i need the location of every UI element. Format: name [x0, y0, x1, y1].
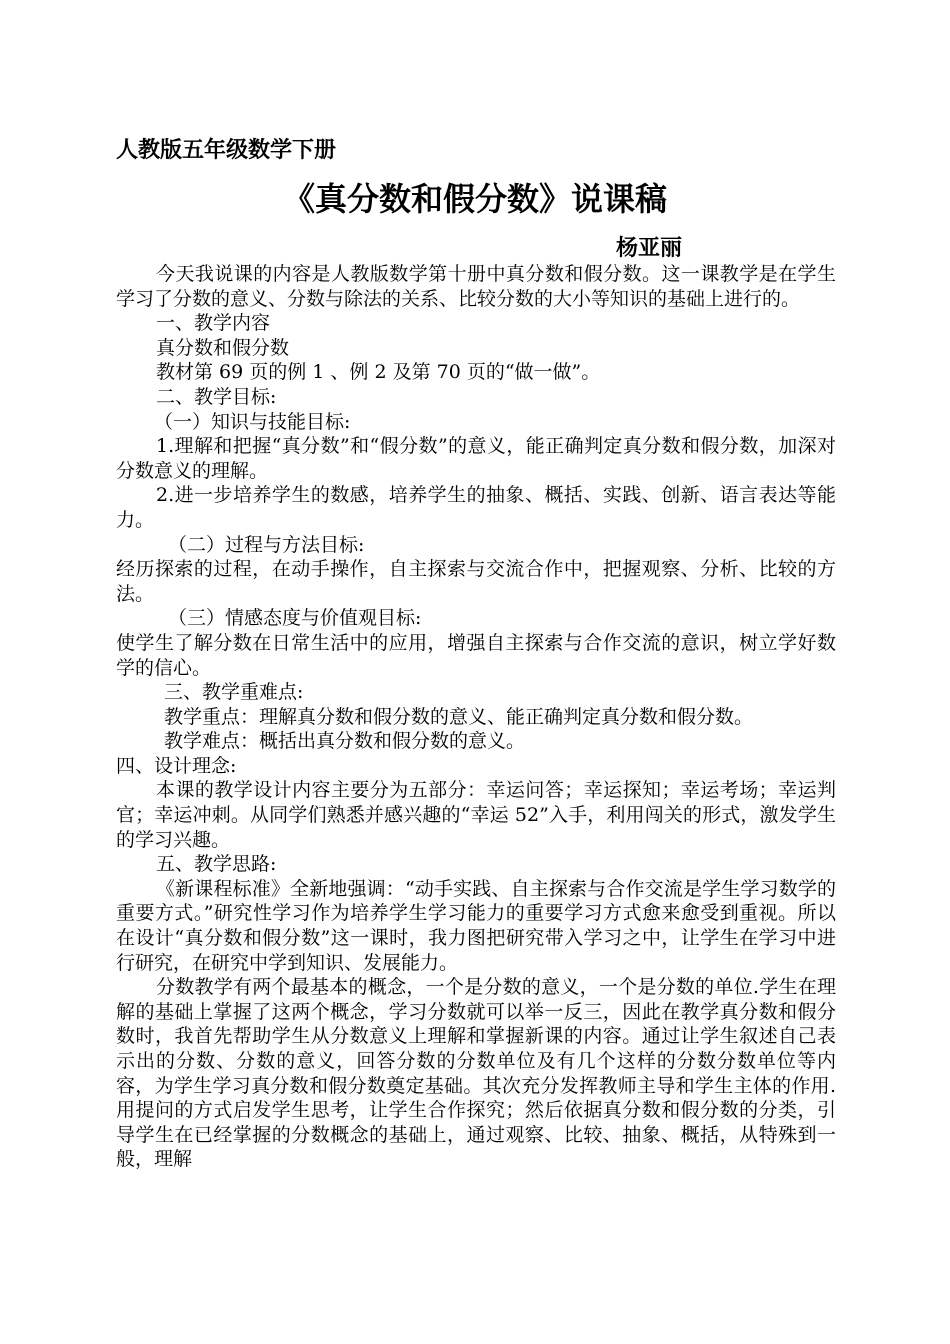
- content-topic: 真分数和假分数: [156, 336, 290, 359]
- intro-paragraph: 今天我说课的内容是人教版数学第十册中真分数和假分数。这一课教学是在学生学习了分数的意义、分数与除法的关系、比较分数的大小等知识的基础上进行的。: [116, 263, 836, 310]
- section-heading-design: 四、设计理念:: [116, 754, 237, 777]
- goal-item-2: 2.进一步培养学生的数感，培养学生的抽象、概括、实践、创新、语言表达等能力。: [116, 484, 836, 531]
- approach-paragraph-1: 《新课程标准》全新地强调：“动手实践、自主探索与合作交流是学生学习数学的重要方式。”研究性学习作为培养学生学习能力的重要学习方式愈来愈受到重视。所以在设计“真分数和假分数”这一课时，我力图把研究带入学习之中，让学生在学习中进行研究，在研究中学到知识、发展能力。: [116, 877, 836, 974]
- document-title: 《真分数和假分数》说课稿: [282, 180, 667, 218]
- section-heading-key-points: 三、教学重难点:: [164, 681, 304, 704]
- goal-heading-knowledge: （一）知识与技能目标:: [154, 410, 351, 433]
- approach-paragraph-2: 分数教学有两个最基本的概念，一个是分数的意义，一个是分数的单位.学生在理解的基础上掌握了这两个概念，学习分数就可以举一反三，因此在教学真分数和假分数时，我首先帮助学生从分数意义上理解和掌握新课的内容。通过让学生叙述自己表示出的分数、分数的意义，回答分数的分数单位及有几个这样的分数分数单位等内容，为学生学习真分数和假分数奠定基础。其次充分发挥教师主导和学生主体的作用.用提问的方式启发学生思考，让学生合作探究；然后依据真分数和假分数的分类，引导学生在已经掌握的分数概念的基础上，通过观察、比较、抽象、概括，从特殊到一般，理解: [116, 976, 836, 1171]
- design-paragraph: 本课的教学设计内容主要分为五部分：幸运问答；幸运探知；幸运考场；幸运判官；幸运冲刺。从同学们熟悉并感兴趣的“幸运 52”入手，利用闯关的形式，激发学生的学习兴趣。: [116, 779, 836, 851]
- document-body: [116, 262, 836, 1172]
- subject-line: 人教版五年级数学下册: [116, 137, 337, 163]
- goal-heading-process: （二）过程与方法目标:: [168, 533, 365, 556]
- goal-process-text: 经历探索的过程，在动手操作，自主探索与交流合作中，把握观察、分析、比较的方法。: [116, 558, 836, 605]
- content-textbook-pages: 教材第 69 页的例 1 、例 2 及第 70 页的“做一做”。: [156, 361, 601, 384]
- section-heading-content: 一、教学内容: [156, 312, 271, 335]
- author-name: 杨亚丽: [616, 235, 683, 261]
- goal-item-1: 1.理解和把握“真分数”和“假分数”的意义，能正确判定真分数和假分数，加深对分数意义的理解。: [116, 435, 836, 482]
- goal-heading-attitude: （三）情感态度与价值观目标:: [168, 607, 422, 630]
- goal-attitude-text: 使学生了解分数在日常生活中的应用，增强自主探索与合作交流的意识，树立学好数学的信心。: [116, 631, 836, 679]
- key-point-difficulty: 教学难点：概括出真分数和假分数的意义。: [164, 730, 526, 753]
- key-point-focus: 教学重点：理解真分数和假分数的意义、能正确判定真分数和假分数。: [164, 705, 754, 728]
- section-heading-approach: 五、教学思路:: [156, 853, 277, 876]
- section-heading-goals: 二、教学目标:: [156, 385, 277, 408]
